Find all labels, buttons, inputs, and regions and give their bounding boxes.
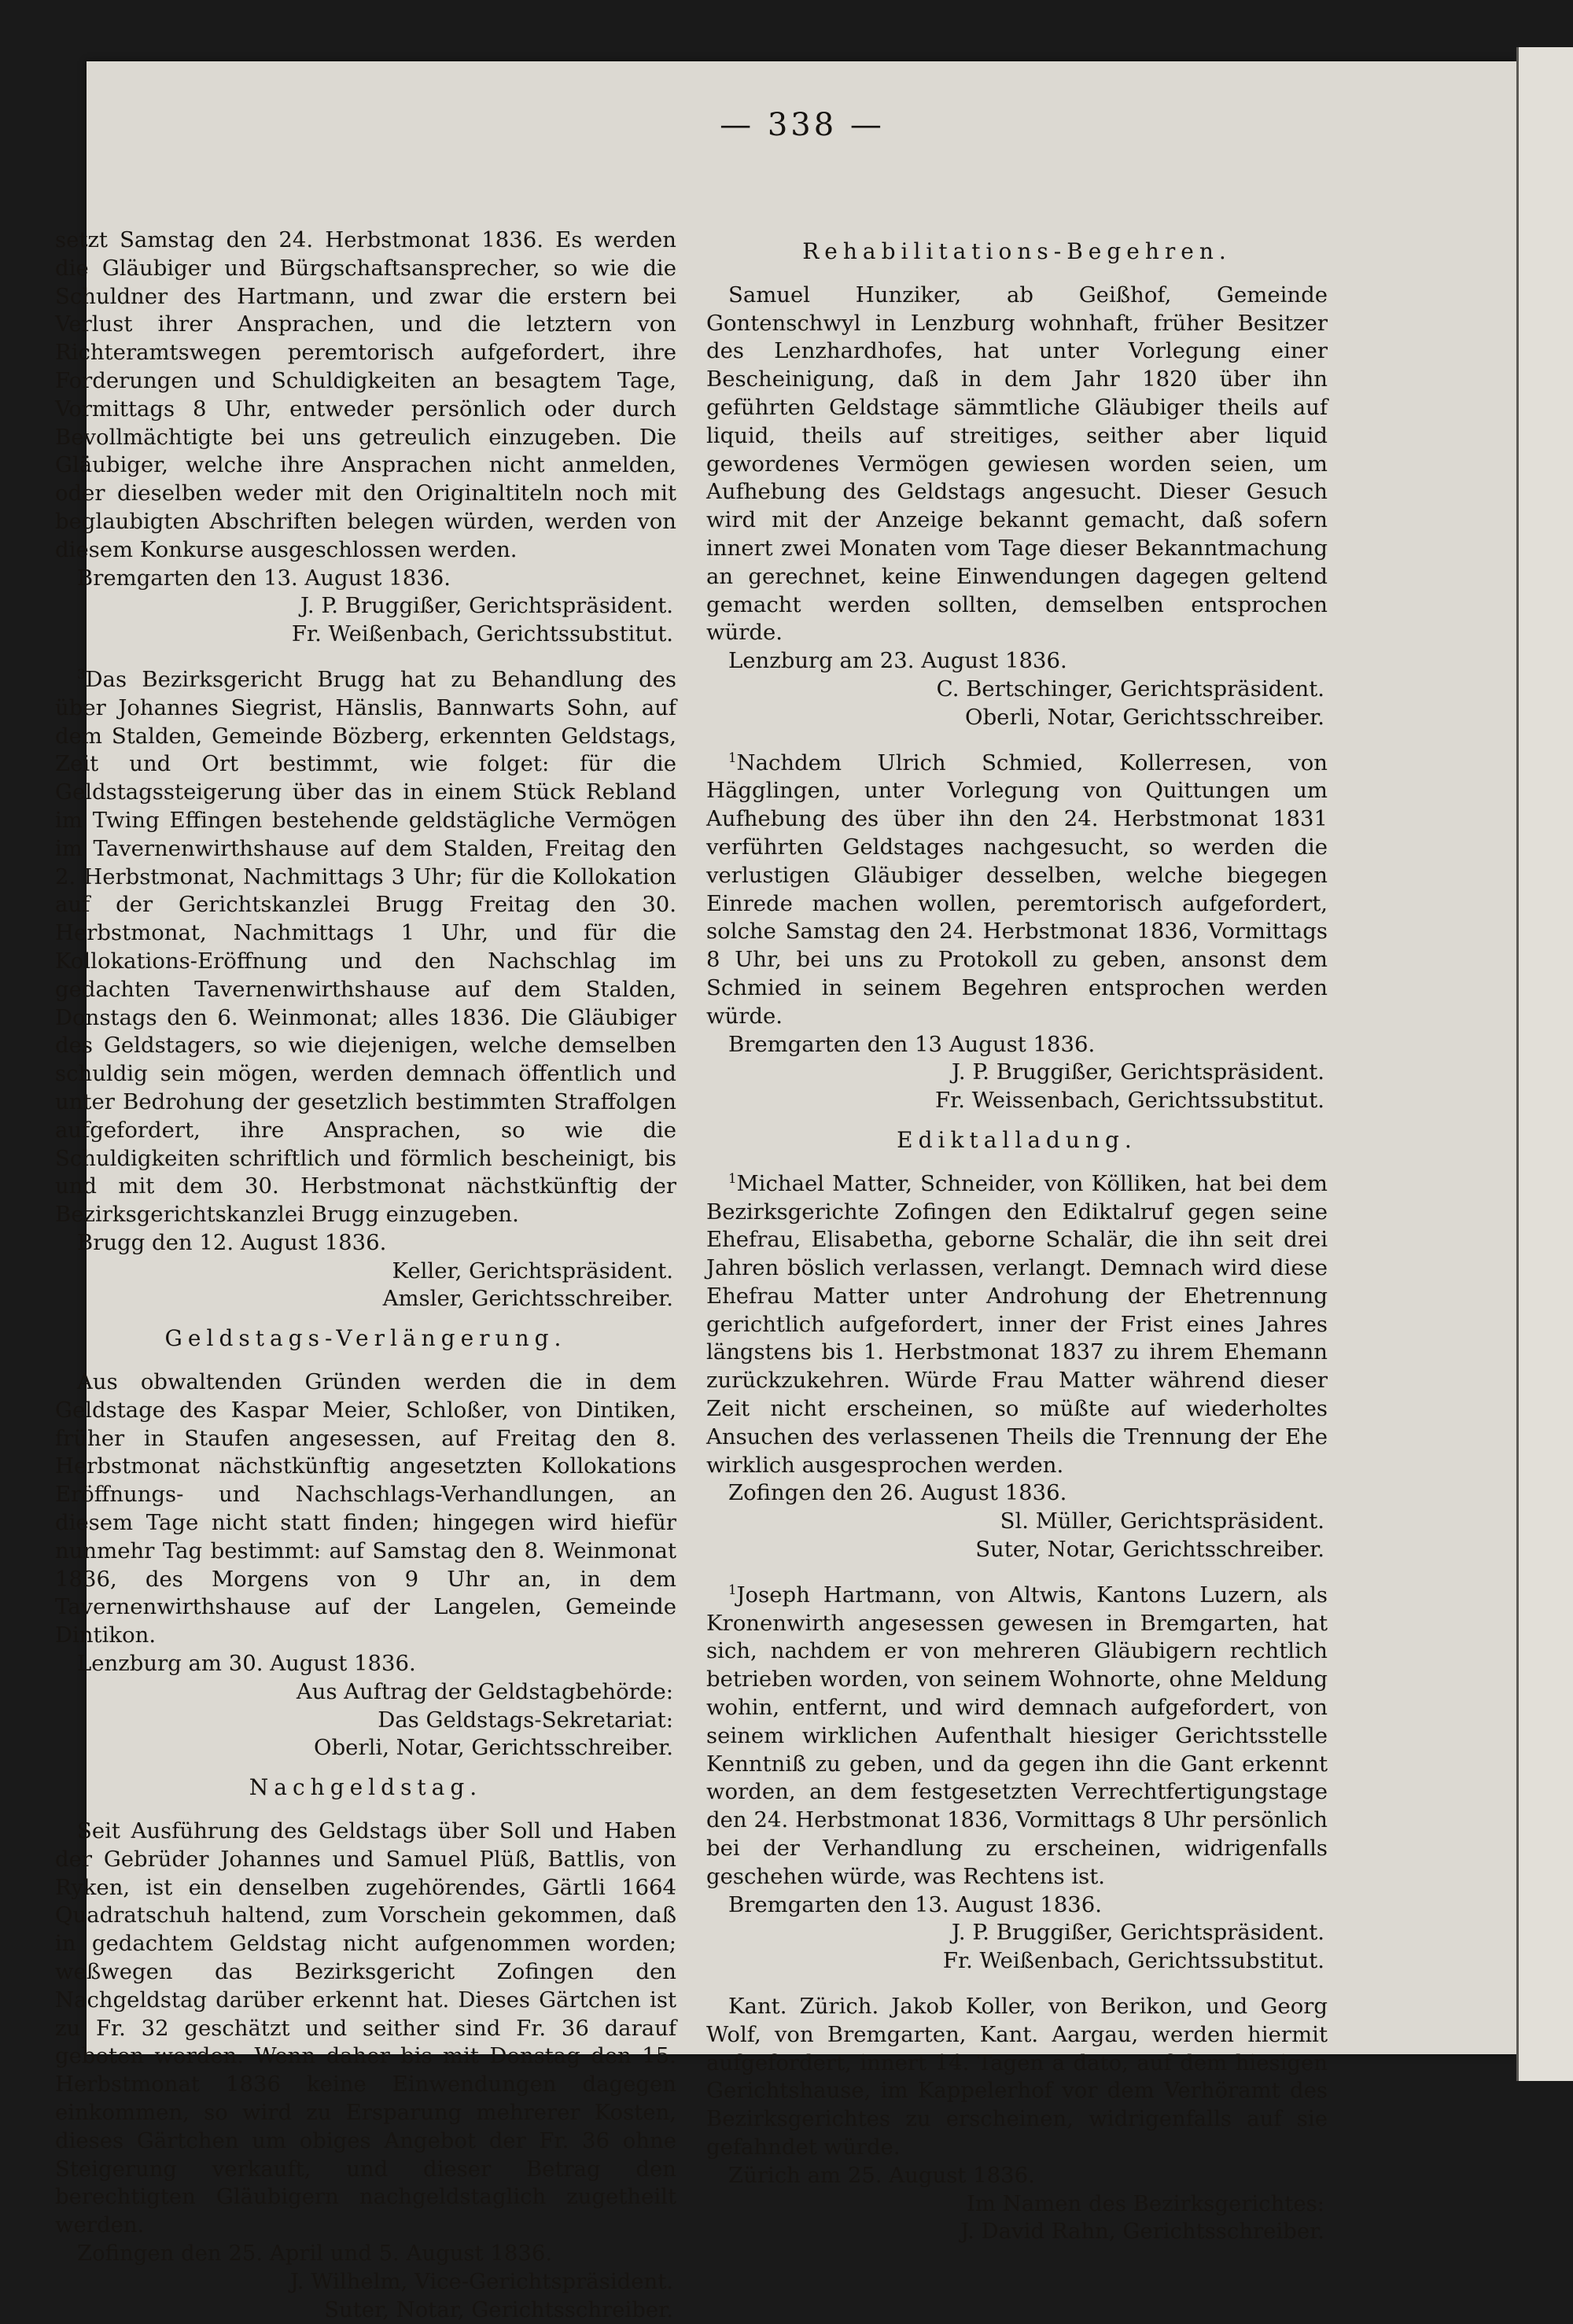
hartmann-notice-text: setzt Samstag den 24. Herbstmonat 1836. Es werden die Gläubiger und Bürgschaftsansprecher, so wie die Schuldner des Hartmann, und zwar die erstern bei Verlust ihrer Ansprachen, und die letztern von Richteramtswegen peremtorisch aufgefordert, ihre Forderungen und Schuldigkeiten an besagtem Tage, Vormittags 8 Uhr, entweder persönlich oder durch Bevollmächtigte bei uns getreulich einzugeben. Die Gläubiger, welche ihre Ansprachen nicht anmelden, oder dieselben weder mit den Originaltiteln noch mit beglaubigten Abschriften belegen würden, werden von diesem Konkurse ausgeschlossen werden. — [55, 227, 676, 562]
signature-line: Oberli, Notar, Gerichtsschreiber. — [965, 704, 1324, 730]
signature-line: Fr. Weißenbach, Gerichtssubstitut. — [291, 621, 673, 647]
signature-line: Fr. Weissenbach, Gerichtssubstitut. — [935, 1088, 1324, 1114]
right-column — [706, 238, 1328, 2246]
matter-notice-text: $^1$Michael Matter, Schneider, von Kölliken, hat bei dem Bezirksgerichte Zofingen den Ediktalruf gegen seine Ehefrau, Elisabetha, geborne Schalär, die ihn seit drei Jahren böslich verlassen, verlangt. Demnach wird diese Ehefrau Matter unter Androhung der Ehetrennung gerichtlich aufgefordert, inner der Frist eines Jahres längstens bis 1. Herbstmonat 1837 zu ihrem Ehemann zurückzukehren. Würde Frau Matter während dieser Zeit nicht erscheinen, so müßte auf wiederholtes Ansuchen des verlassenen Theils die Trennung der Ehe wirklich ausgesprochen werden. — [706, 1170, 1328, 1478]
notice-place-date: Brugg den 12. August 1836. — [77, 1229, 387, 1255]
hunziker-notice-text: Samuel Hunziker, ab Geißhof, Gemeinde Gontenschwyl in Lenzburg wohnhaft, früher Besitzer des Lenzhardhofes, hat unter Vorlegung einer Bescheinigung, daß in dem Jahr 1820 über ihn geführten Geldstage sämmtliche Gläubiger theils auf liquid, theils auf streitiges, seither aber liquid gewordenes Vermögen gewiesen worden seien, um Aufhebung des Geldstags angesucht. Dieser Gesuch wird mit der Anzeige bekannt gemacht, daß sofern innert zwei Monaten vom Tage dieser Bekanntmachung an gerechnet, keine Einwendungen dagegen geltend gemacht werden sollten, demselben entsprochen würde. — [706, 282, 1328, 646]
meier-notice-text: Aus obwaltenden Gründen werden die in dem Geldstage des Kaspar Meier, Schloßer, von Dintiken, früher in Staufen angesessen, auf Freitag den 8. Herbstmonat nächstkünftig angesetzten Kollokations Eröffnungs- und Nachschlags-Verhandlungen, an diesem Tage nicht statt finden; hingegen wird hiefür nunmehr Tag bestimmt: auf Samstag den 8. Weinmonat 1836, des Morgens von 9 Uhr an, in dem Tavernenwirthshause auf der Langelen, Gemeinde Dintikon. — [55, 1369, 676, 1648]
notice-place-date: Bremgarten den 13 August 1836. — [728, 1031, 1096, 1057]
signature-line: J. Wilhelm, Vice-Gerichtspräsident. — [289, 2268, 673, 2294]
notice-place-date: Zürich am 25. August 1836. — [728, 2162, 1035, 2188]
notice-place-date: Bremgarten den 13. August 1836. — [77, 565, 451, 591]
section-heading-geldstags-verlaengerung: Geldstags-Verlängerung. — [164, 1325, 567, 1352]
section-heading-nachgeldstag: Nachgeldstag. — [249, 1774, 483, 1801]
section-heading-ediktalladung: Ediktalladung. — [897, 1126, 1137, 1153]
brugg-notice-text: $^3$Das Bezirksgericht Brugg hat zu Behandlung des über Johannes Siegrist, Hänslis, Bannwarts Sohn, auf dem Stalden, Gemeinde Bözberg, erkennten Geldstags, Zeit und Ort bestimmt, wie folget: für die Geldstagssteigerung über das in einem Stück Rebland im Twing Effingen bestehende geldstägliche Vermögen im Tavernenwirthshause auf dem Stalden, Freitag den 2. Herbstmonat, Nachmittags 3 Uhr; für die Kollokation auf der Gerichtskanzlei Brugg Freitag den 30. Herbstmonat, Nachmittags 1 Uhr, und für die Kollokations-Eröffnung und den Nachschlag im gedachten Tavernenwirthshause auf dem Stalden, Donstags den 6. Weinmonat; alles 1836. Die Gläubiger des Geldstagers, so wie diejenigen, welche demselben schuldig sein mögen, werden demnach öffentlich und unter Bedrohung der gesetzlich bestimmten Straffolgen aufgefordert, ihre Ansprachen, so wie die Schuldigkeiten schriftlich und förmlich bescheinigt, bis und mit dem 30. Herbstmonat nächstkünftig der Bezirksgerichtskanzlei Brugg einzugeben. — [55, 666, 676, 1228]
page-number: — 338 — — [720, 107, 885, 143]
signature-line: Oberli, Notar, Gerichtsschreiber. — [314, 1735, 673, 1761]
adjacent-page-edge — [1516, 47, 1573, 2081]
notice-place-date: Zofingen den 25. April und 5. August 1836. — [77, 2240, 553, 2266]
signature-line: Das Geldstags-Sekretariat: — [378, 1707, 673, 1733]
hartmann-summons-text: $^1$Joseph Hartmann, von Altwis, Kantons Luzern, als Kronenwirth angesessen gewesen in Bremgarten, hat sich, nachdem er von mehreren Gläubigern rechtlich betrieben worden, von seinem Wohnorte, ohne Meldung wohin, entfernt, und wird demnach aufgefordert, von seinem wirklichen Aufenthalt hiesiger Gerichtsstelle Kenntniß zu geben, und da gegen ihn die Gant erkennt worden, an dem festgesetzten Verrechtfertigungstage den 24. Herbstmonat 1836, Vormittags 8 Uhr persönlich bei der Verhandlung zu erscheinen, widrigenfalls geschehen würde, was Rechtens ist. — [706, 1582, 1328, 1889]
schmied-notice-text: $^1$Nachdem Ulrich Schmied, Kollerresen, von Hägglingen, unter Vorlegung von Quittungen um Aufhebung des über ihn den 24. Herbstmonat 1831 verführten Geldstages nachgesucht, so werden die verlustigen Gläubiger desselben, welche biegegen Einrede machen wollen, peremtorisch aufgefordert, solche Samstag den 24. Herbstmonat 1836, Vormittags 8 Uhr, bei uns zu Protokoll zu geben, ansonst dem Schmied in seinem Begehren entsprochen werden würde. — [706, 749, 1328, 1029]
signature-line: Suter, Notar, Gerichtsschreiber. — [975, 1537, 1324, 1563]
left-column — [55, 227, 676, 2324]
signature-line: J. P. Bruggißer, Gerichtspräsident. — [952, 1059, 1324, 1085]
section-heading-rehabilitation: Rehabilitations-Begehren. — [802, 238, 1232, 264]
signature-line: Aus Auftrag der Geldstagbehörde: — [296, 1678, 673, 1704]
signature-line: Im Namen des Bezirksgerichtes: — [967, 2190, 1324, 2216]
notice-place-date: Lenzburg am 30. August 1836. — [77, 1651, 416, 1677]
signature-line: Amsler, Gerichtsschreiber. — [382, 1286, 673, 1312]
pluess-notice-text: Seit Ausführung des Geldstags über Soll und Haben der Gebrüder Johannes und Samuel Plüß, Battlis, von Ryken, ist ein denselben zugehörendes, Gärtli 1664 Quadratschuh haltend, zum Vorschein gekommen, daß in gedachtem Geldstag nicht aufgenommen worden; weßwegen das Bezirksgericht Zofingen den Nachgeldstag darüber erkennt hat. Dieses Gärtchen ist zu Fr. 32 geschätzt und seither sind Fr. 36 darauf geboten worden. Wenn daher bis mit Donstag den 15. Herbstmonat 1836 keine Einwendungen dagegen einkommen, so wird zu Ersparung mehrerer Kosten, dieses Gärtchen um obiges Angebot der Fr. 36 ohne Steigerung verkauft, und dieser Betrag den berechtigten Gläubigern nachgeldstaglich zugetheilt werden. — [55, 1818, 676, 2238]
signature-line: C. Bertschinger, Gerichtspräsident. — [936, 676, 1324, 702]
signature-line: Suter, Notar, Gerichtsschreiber. — [324, 2296, 673, 2322]
notice-place-date: Zofingen den 26. August 1836. — [728, 1480, 1067, 1506]
zuerich-notice-text: Kant. Zürich. Jakob Koller, von Berikon, und Georg Wolf, von Bremgarten, Kant. Aargau, werden hiermit aufgefordert, innert 14. Tagen a dato, auf dem hiesigen Gerichtshause, im Kappelerhof vor dem Verhöramt des Bezirksgerichtes zu erscheinen, widrigenfalls auf sie gefahndet würde. — [706, 1994, 1328, 2160]
signature-line: J. P. Bruggißer, Gerichtspräsident. — [952, 1920, 1324, 1946]
notice-place-date: Bremgarten den 13. August 1836. — [728, 1891, 1102, 1917]
signature-line: Keller, Gerichtspräsident. — [392, 1258, 673, 1284]
signature-line: J. David Rahn, Gerichtsschreiber. — [960, 2219, 1324, 2245]
signature-line: Sl. Müller, Gerichtspräsident. — [1000, 1508, 1324, 1534]
signature-line: Fr. Weißenbach, Gerichtssubstitut. — [942, 1948, 1324, 1974]
signature-line: J. P. Bruggißer, Gerichtspräsident. — [300, 593, 673, 619]
notice-place-date: Lenzburg am 23. August 1836. — [728, 648, 1067, 674]
